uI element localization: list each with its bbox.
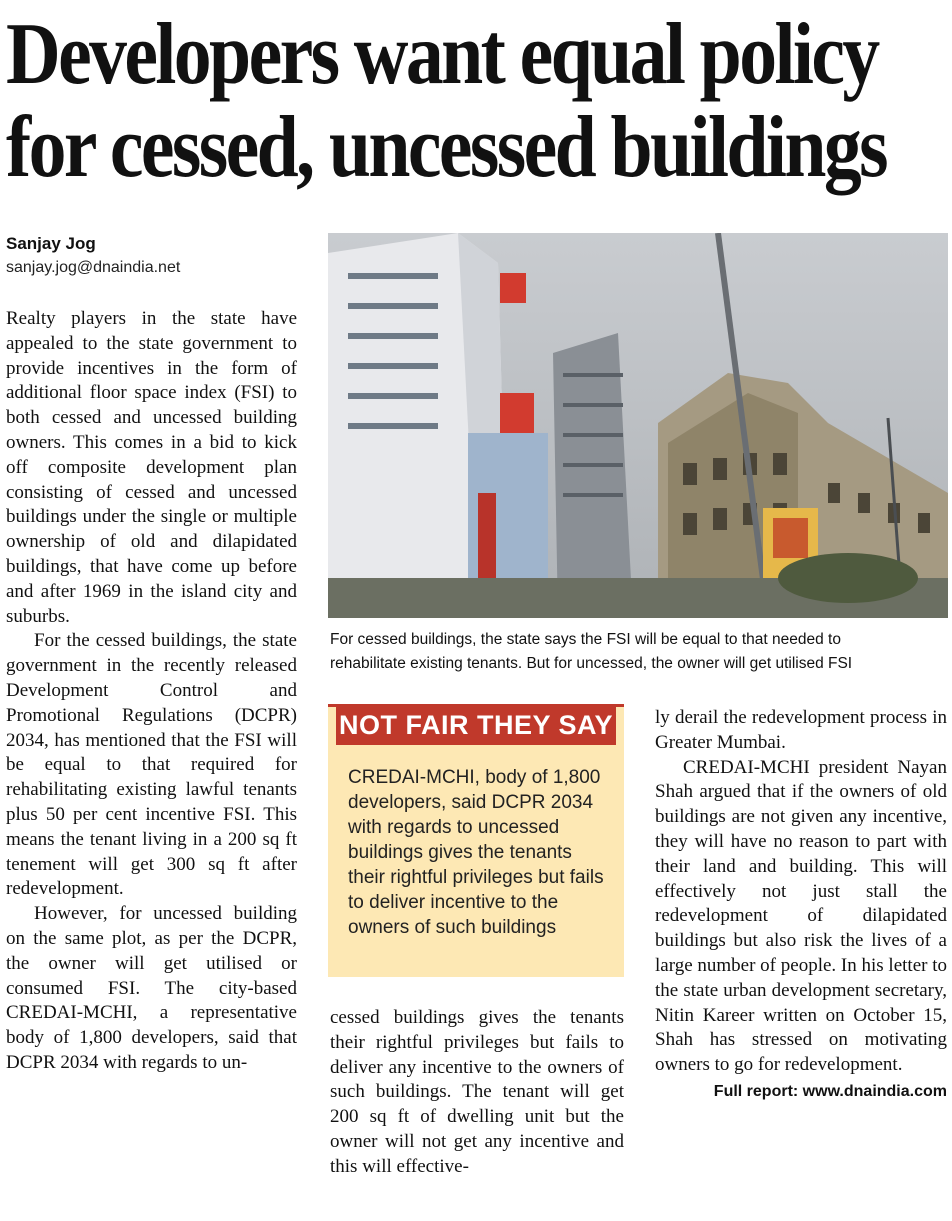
author-name: Sanjay Jog	[6, 234, 96, 253]
article-column-middle	[330, 1006, 624, 1180]
paragraph: Realty players in the state have appealed to the state government to provide incentives in the form of additional floor space index (FSI) to both cessed and uncessed building owners. This comes in a bid to kick off composite development plan consisting of cessed and uncessed buildings under the single or multiple ownership of old and dilapidated buildings, that have come up before and after 1969 in the island city and suburbs.	[6, 308, 297, 627]
quote-box-heading: NOT FAIR THEY SAY	[336, 705, 616, 745]
paragraph: However, for uncessed building on the same plot, as per the DCPR, the owner will get utilised or consumed FSI. The city-based CREDAI-MCHI, a representative body of 1,800 developers, said that DCPR 2034 with regards to un-	[6, 903, 297, 1073]
paragraph: ly derail the redevelopment process in Greater Mumbai.	[655, 707, 947, 753]
article-photo	[328, 233, 948, 618]
full-report-link[interactable]: Full report: www.dnaindia.com	[713, 1082, 947, 1100]
headline-line-1: Developers want equal policy	[6, 6, 878, 103]
caption-line-1: For cessed buildings, the state says the FSI will be equal to that needed to	[330, 631, 841, 648]
quote-box	[328, 704, 624, 977]
photo-caption	[330, 628, 948, 676]
paragraph: For the cessed buildings, the state government in the recently released Development Control and Promotional Regulations (DCPR) 2034, has mentioned that the FSI will be equal to that required for rehabilitating existing lawful tenants plus 50 per cent incentive FSI. This means the tenant living in a 200 sq ft tenement will get 300 sq ft after redevelopment.	[6, 630, 297, 900]
paragraph: cessed buildings gives the tenants their rightful privileges but fails to deliver any incentive to the owners of such buildings. The tenant will get 200 sq ft of dwelling unit but the owner will not get any incentive and this will effective-	[330, 1007, 624, 1177]
quote-box-body: CREDAI-MCHI, body of 1,800 developers, said DCPR 2034 with regards to uncessed buildings gives the tenants their rightful privileges but fails to deliver incentive to the owners of such buildings	[348, 767, 604, 938]
caption-line-2: rehabilitate existing tenants. But for uncessed, the owner will get utilised FSI	[330, 655, 853, 672]
article-column-right	[655, 706, 947, 1105]
headline	[6, 6, 886, 196]
author-email: sanjay.jog@dnaindia.net	[6, 259, 181, 276]
byline	[6, 232, 180, 280]
buildings-photo-illustration	[328, 233, 948, 618]
article-column-left	[6, 307, 297, 1076]
paragraph: CREDAI-MCHI president Nayan Shah argued that if the owners of old buildings are not given any incentive, they will have no reason to part with their land and building. This will effectively not just stall the redevelopment of dilapidated buildings but also risk the lives of a large number of people. In his letter to the state urban development secretary, Nitin Kareer written on October 15, Shah has stressed on motivating owners to go for redevelopment.	[655, 756, 947, 1076]
headline-line-2: for cessed, uncessed buildings	[6, 99, 886, 196]
